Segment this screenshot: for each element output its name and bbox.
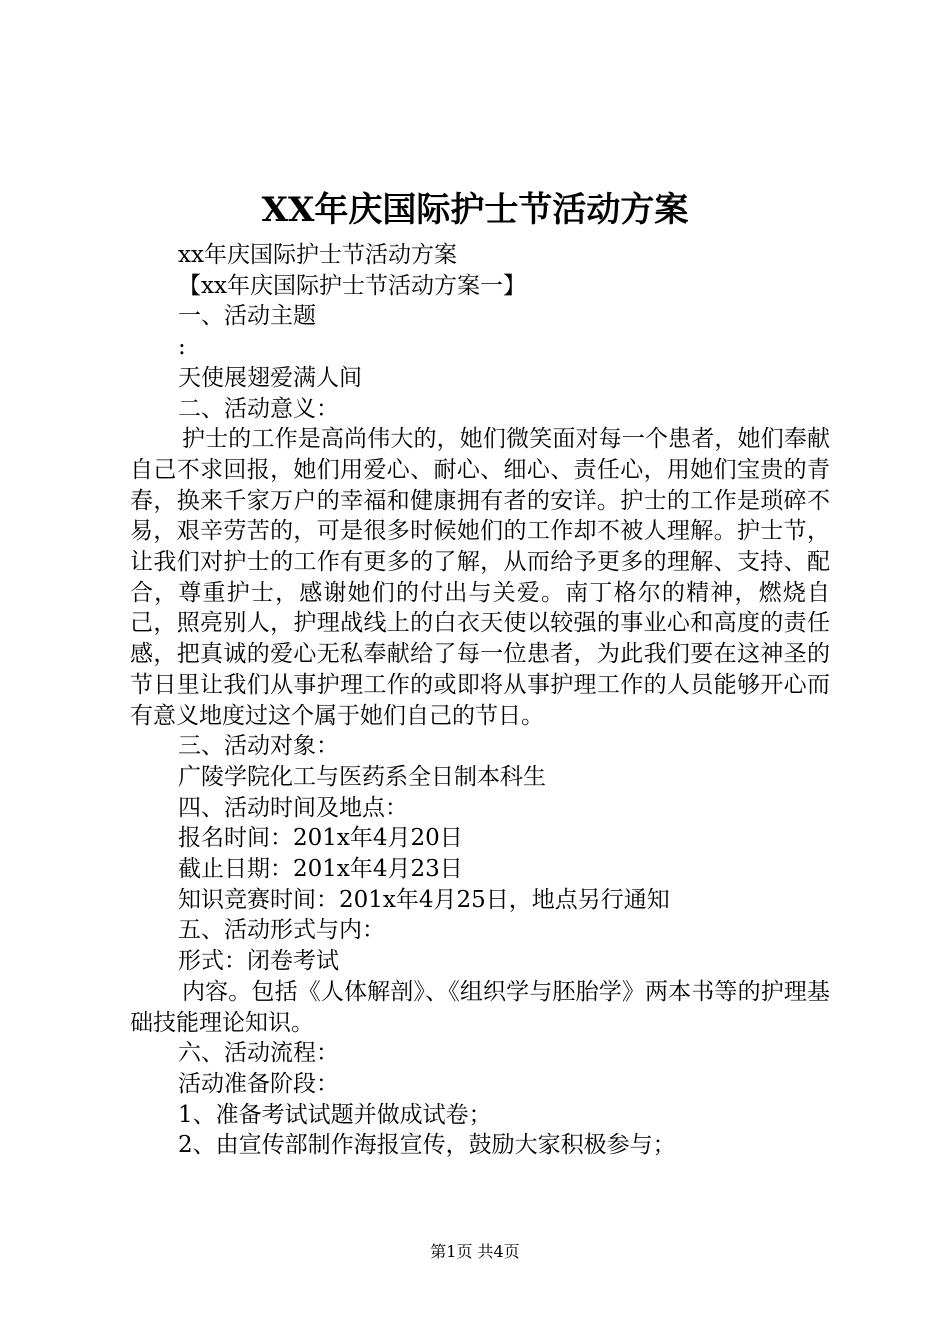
section-heading-process: 六、活动流程： [178,1040,339,1067]
document-body [130,240,830,1161]
section-heading-format: 五、活动形式与内： [178,917,385,944]
registration-time: 报名时间：201x年4月20日 [178,825,463,852]
section-heading-significance: 二、活动意义： [178,395,339,422]
list-item: 2、由宣传部制作海报宣传，鼓励大家积极参与； [178,1132,676,1159]
deadline: 截止日期：201x年4月23日 [178,856,463,883]
preparation-stage: 活动准备阶段： [178,1070,339,1097]
text-line: : [178,334,186,361]
section-heading-audience: 三、活动对象： [178,733,339,760]
content-paragraph: 内容。包括《人体解剖》、《组织学与胚胎学》两本书等的护理基础技能理论知识。 [130,978,830,1036]
significance-paragraph: 护士的工作是高尚伟大的，她们微笑面对每一个患者，她们奉献自己不求回报，她们用爱心、耐心、细心、责任心，用她们宝贵的青春，换来千家万户的幸福和健康拥有者的安详。护士的工作是琐碎不易，艰辛劳苦的，可是很多时候她们的工作却不被人理解。护士节，让我们对护士的工作有更多的了解，从而给予更多的理解、支持、配合，尊重护士，感谢她们的付出与关爱。南丁格尔的精神，燃烧自己，照亮别人，护理战线上的白衣天使以较强的事业心和高度的责任感，把真诚的爱心无私奉献给了每一位患者，为此我们要在这神圣的节日里让我们从事护理工作的或即将从事护理工作的人员能够开心而有意义地度过这个属于她们自己的节日。 [130,426,830,729]
page-footer: 第1页 共4页 [430,1242,520,1261]
theme-text: 天使展翅爱满人间 [178,364,362,391]
document-title: XX年庆国际护士节活动方案 [261,190,689,230]
subtitle-line: xx年庆国际护士节活动方案 [178,242,457,268]
format-text: 形式：闭卷考试 [178,948,339,975]
section-heading: 【xx年庆国际护士节活动方案一】 [178,272,526,299]
contest-time: 知识竞赛时间：201x年4月25日，地点另行通知 [178,886,670,913]
section-heading-time-place: 四、活动时间及地点： [178,794,408,821]
audience-text: 广陵学院化工与医药系全日制本科生 [178,763,546,790]
list-item: 1、准备考试试题并做成试卷； [178,1101,492,1128]
section-heading-theme: 一、活动主题 [178,303,316,330]
